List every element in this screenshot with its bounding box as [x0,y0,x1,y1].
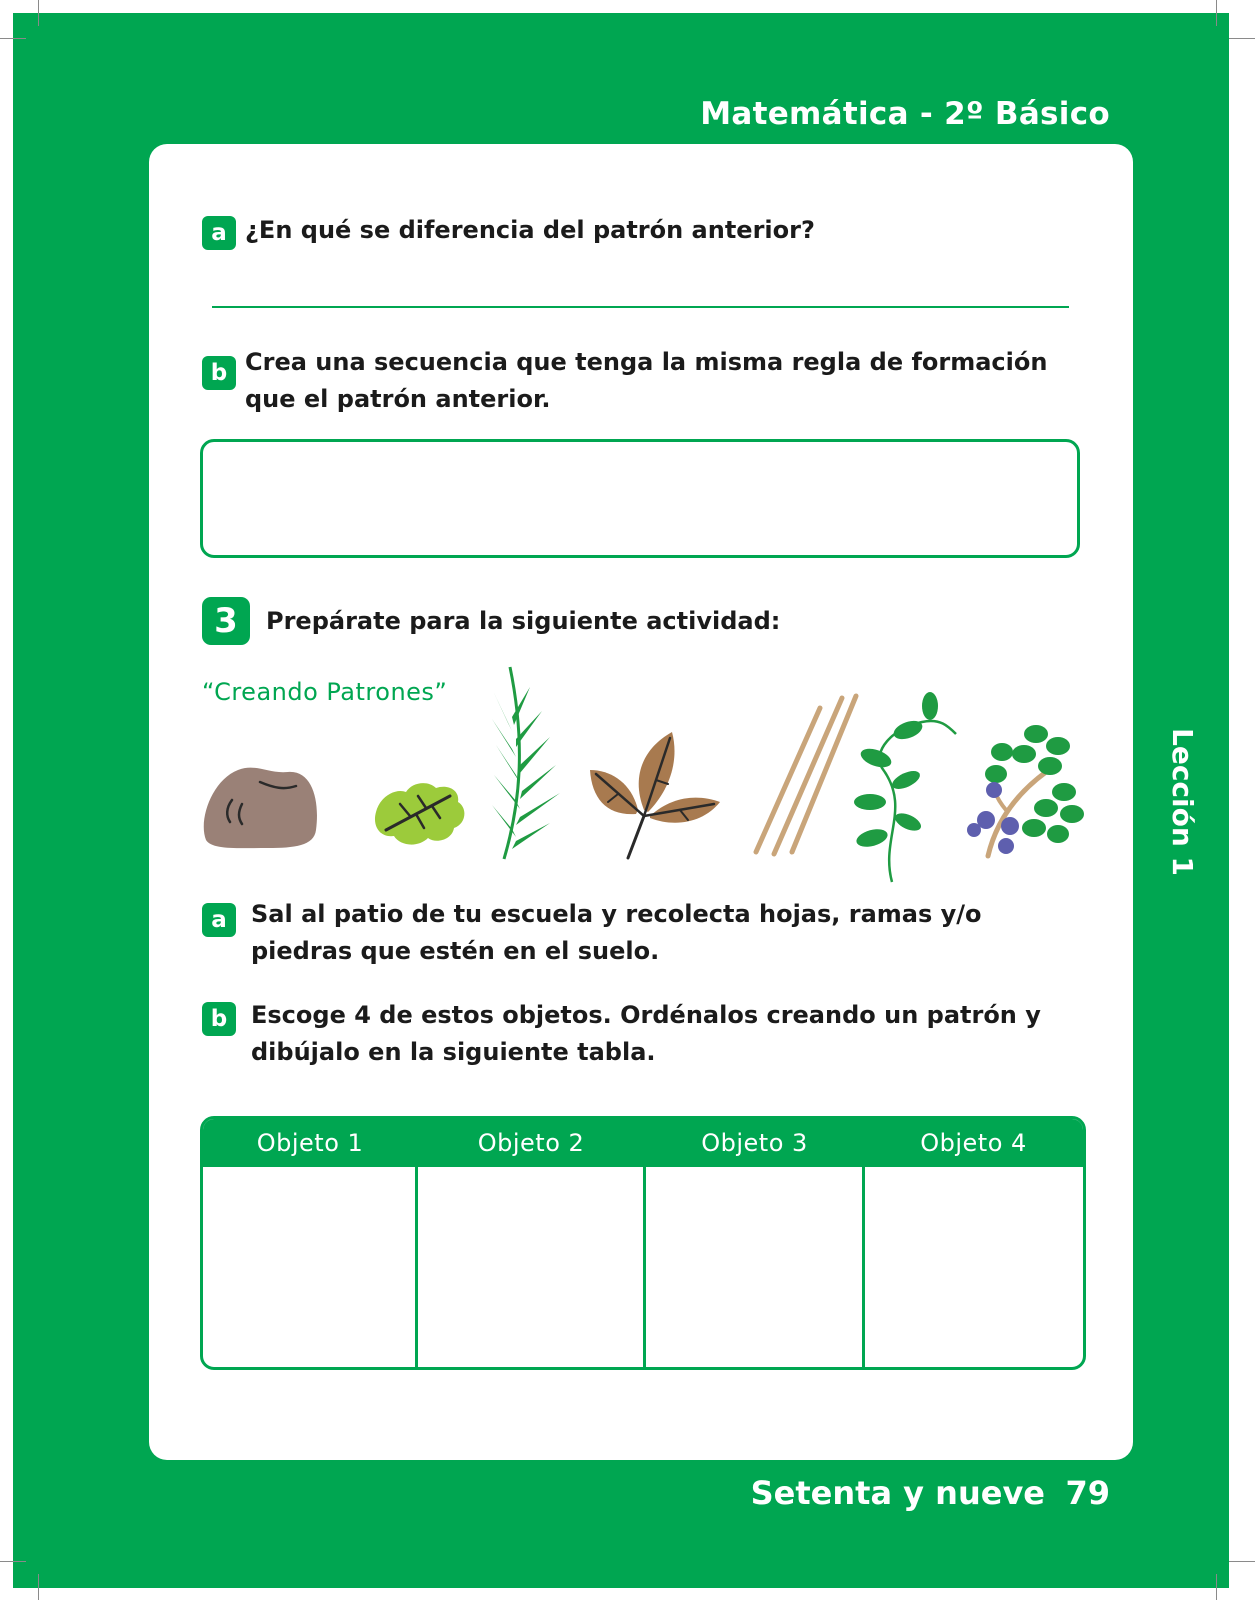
objects-table [200,1116,1086,1370]
table-cell-objeto-1[interactable] [203,1167,415,1367]
activity-b-line1: Escoge 4 de estos objetos. Ordénalos creando un patrón y [251,1001,1041,1029]
crop-mark [0,38,26,39]
crop-mark [0,1561,26,1562]
question-b-badge: b [202,356,236,390]
brown-leaf-icon [588,730,722,860]
table-cell-objeto-2[interactable] [418,1167,643,1367]
vine-icon [852,688,964,884]
activity-number-badge: 3 [202,597,250,645]
activity-a-badge: a [202,903,236,937]
table-header-objeto-1: Objeto 1 [256,1129,364,1157]
crop-mark [38,0,39,26]
crop-mark [38,1574,39,1600]
twigs-icon [752,692,862,858]
footer-page-number: 79 [1065,1474,1110,1512]
question-b-line1: Crea una secuencia que tenga la misma regla de formación [245,348,1048,376]
berry-branch-icon [966,722,1088,860]
table-cell-objeto-3[interactable] [646,1167,862,1367]
table-header-objeto-2: Objeto 2 [477,1129,585,1157]
crop-mark [1216,0,1217,26]
activity-b-badge: b [202,1002,236,1036]
crop-mark [1216,1574,1217,1600]
footer-page-words: Setenta y nueve [750,1474,1045,1512]
question-a-text: ¿En qué se diferencia del patrón anterior? [245,216,815,244]
answer-line[interactable] [212,306,1069,308]
activity-title: Prepárate para la siguiente actividad: [266,607,781,635]
question-a-badge: a [202,216,236,250]
answer-box[interactable] [200,439,1080,558]
page-title: Matemática - 2º Básico [700,96,1110,132]
table-header-objeto-4: Objeto 4 [920,1129,1027,1157]
green-leaf-icon [370,778,470,850]
table-header-objeto-3: Objeto 3 [701,1129,808,1157]
lesson-side-label-text: Lección 1 [1166,728,1199,877]
activity-a-line1: Sal al patio de tu escuela y recolecta hojas, ramas y/o [251,900,982,928]
table-cell-objeto-4[interactable] [865,1167,1083,1367]
rosemary-sprig-icon [490,665,570,863]
activity-a-line2: piedras que estén en el suelo. [251,937,660,965]
crop-mark [1229,38,1255,39]
stone-icon [198,760,322,850]
activity-subtitle: “Creando Patrones” [202,678,448,706]
activity-b-line2: dibújalo en la siguiente tabla. [251,1038,656,1066]
crop-mark [1229,1561,1255,1562]
question-b-line2: que el patrón anterior. [245,385,551,413]
